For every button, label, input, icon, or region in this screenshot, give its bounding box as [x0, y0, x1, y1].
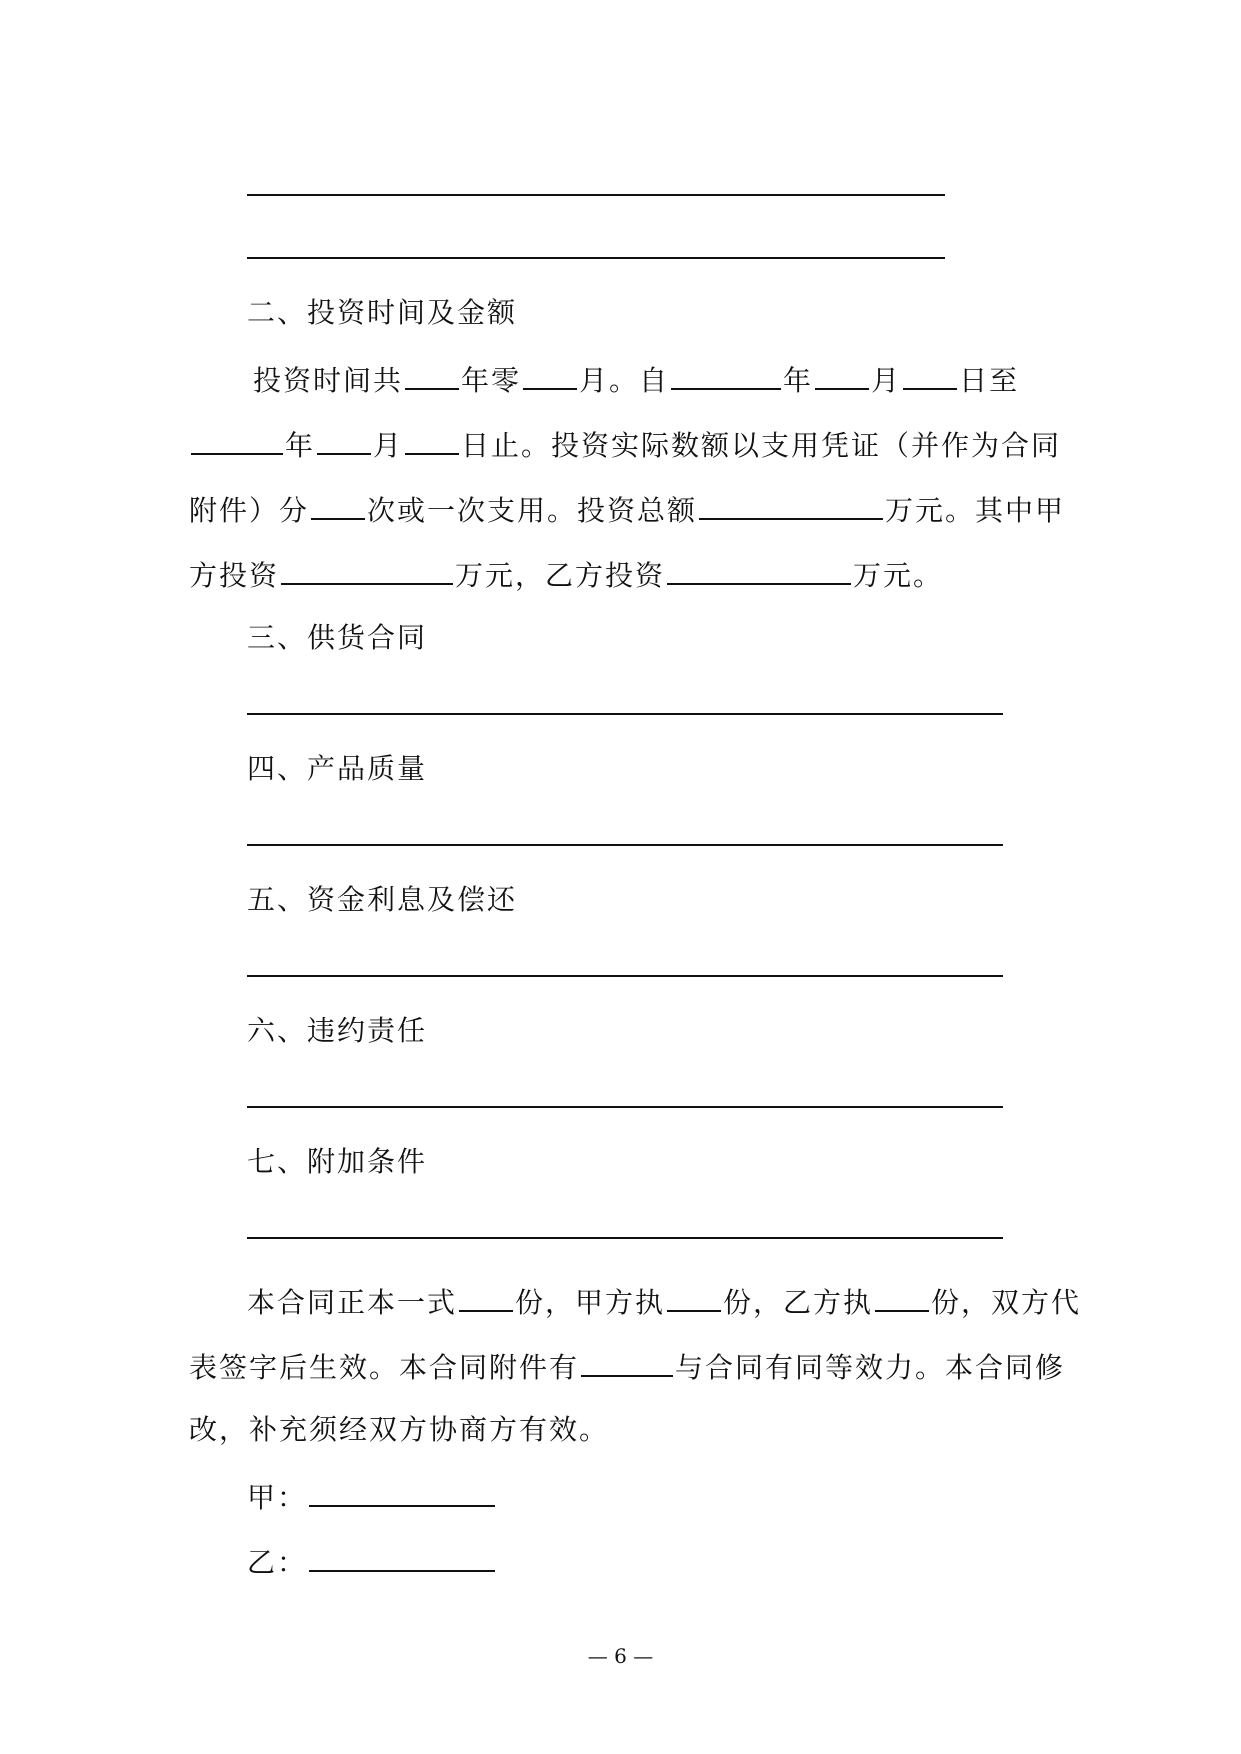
section-heading-interest: 五、资金利息及偿还 [247, 883, 518, 916]
fill-line-additional [247, 1237, 1003, 1239]
blank-start-day [903, 360, 957, 390]
section-heading-quality: 四、产品质量 [247, 752, 428, 785]
blank-start-month [815, 360, 869, 390]
text-seg: 月 [373, 429, 404, 462]
text-seg: 月。自 [579, 364, 670, 397]
text-seg: 万元。其中甲 [885, 494, 1066, 527]
fill-line-top-1 [247, 194, 945, 196]
text-seg: 日至 [959, 364, 1020, 397]
blank-copies-party-a [667, 1282, 721, 1312]
text-seg: 月 [871, 364, 902, 397]
blank-total-amount [699, 490, 883, 520]
blank-installments [311, 490, 365, 520]
fill-line-supply [247, 713, 1003, 715]
blank-copies-party-b [875, 1282, 929, 1312]
blank-party-a-amount [281, 555, 453, 585]
text-seg: 投资时间共 [253, 364, 404, 397]
text-seg: 日止。投资实际数额以支用凭证（并作为合同 [461, 429, 1062, 462]
blank-years [405, 360, 459, 390]
text-seg: 年 [285, 429, 316, 462]
fill-line-liability [247, 1106, 1003, 1108]
fill-line-quality [247, 844, 1003, 846]
signature-label-b: 乙： [247, 1546, 308, 1579]
section-heading-investment: 二、投资时间及金额 [247, 296, 518, 329]
text-seg: 年零 [461, 364, 522, 397]
blank-end-month [317, 425, 371, 455]
section-heading-liability: 六、违约责任 [247, 1014, 428, 1047]
blank-signature-a [309, 1477, 495, 1507]
blank-attachments [581, 1347, 673, 1377]
text-seg: 年 [783, 364, 814, 397]
section-heading-supply: 三、供货合同 [247, 621, 428, 654]
fill-line-interest [247, 975, 1003, 977]
signature-label-a: 甲： [247, 1481, 308, 1514]
text-seg: 方投资 [189, 559, 280, 592]
page-number: — 6 — [587, 1644, 654, 1668]
blank-months [523, 360, 577, 390]
blank-copies-total [459, 1282, 513, 1312]
paragraph-closing-line-3: 改，补充须经双方协商方有效。 [189, 1413, 610, 1446]
text-seg: 份，甲方执 [515, 1286, 666, 1319]
paragraph-investment-line-4 [189, 555, 943, 594]
fill-line-top-2 [247, 257, 945, 259]
paragraph-closing-line-1 [247, 1282, 1081, 1321]
paragraph-investment-line-3 [189, 490, 1065, 529]
text-seg: 本合同正本一式 [247, 1286, 458, 1319]
text-seg: 万元，乙方投资 [455, 559, 666, 592]
section-heading-additional: 七、附加条件 [247, 1145, 428, 1178]
signature-party-a [247, 1477, 497, 1516]
text-seg: 附件）分 [189, 494, 310, 527]
blank-signature-b [309, 1542, 495, 1572]
blank-start-year [671, 360, 781, 390]
paragraph-investment-line-1 [253, 360, 1019, 399]
blank-end-year [191, 425, 283, 455]
text-seg: 表签字后生效。本合同附件有 [189, 1351, 580, 1384]
signature-party-b [247, 1542, 497, 1581]
text-seg: 份，乙方执 [723, 1286, 874, 1319]
text-seg: 万元。 [853, 559, 944, 592]
text-seg: 份，双方代 [931, 1286, 1082, 1319]
paragraph-closing-line-2 [189, 1347, 1065, 1386]
paragraph-investment-line-2 [189, 425, 1061, 464]
blank-party-b-amount [667, 555, 851, 585]
blank-end-day [405, 425, 459, 455]
text-seg: 次或一次支用。投资总额 [367, 494, 698, 527]
text-seg: 与合同有同等效力。本合同修 [675, 1351, 1066, 1384]
